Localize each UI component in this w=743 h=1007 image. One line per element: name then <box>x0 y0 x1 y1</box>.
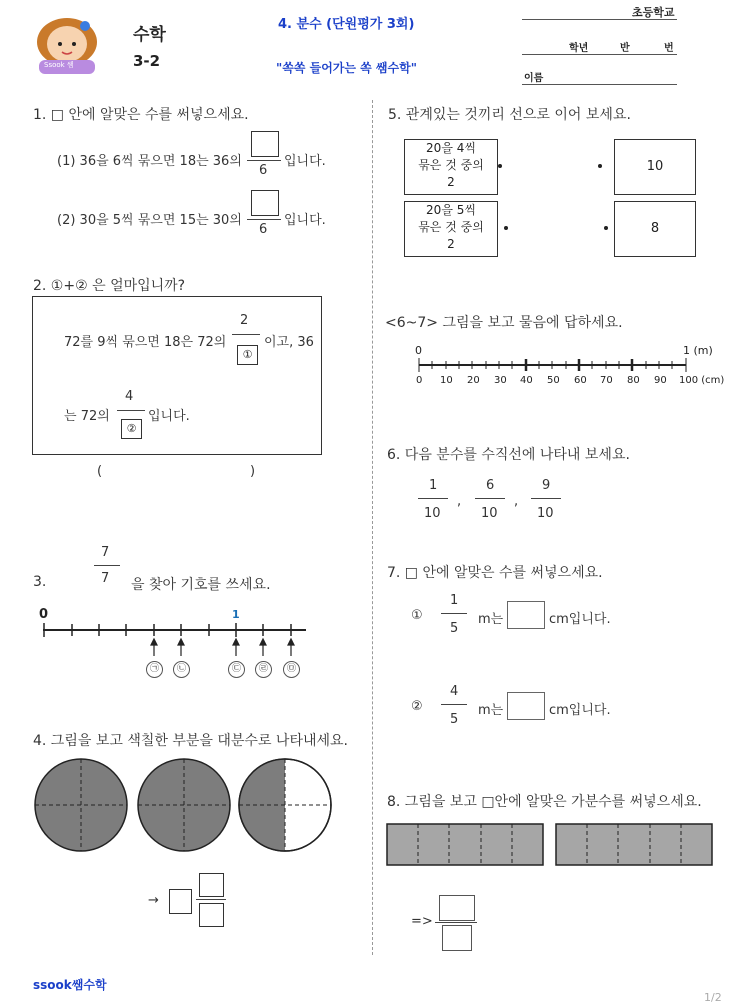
q5-left2-line1: 20을 5씩 <box>426 203 476 217</box>
q3-frac-numerator: 7 <box>101 545 110 560</box>
q6-sep2: , <box>514 494 519 509</box>
q67-tick-20: 20 <box>467 375 480 386</box>
q67-tick-90: 90 <box>654 375 667 386</box>
q7-part2-bar <box>441 704 467 705</box>
q2-frac1-denominator: ① <box>237 345 258 365</box>
avatar-caption: Ssook 쌤 <box>44 61 74 69</box>
q1-part1-end: 입니다. <box>284 154 326 169</box>
q4-title: 4. 그림을 보고 색칠한 부분을 대분수로 나타내세요. <box>33 733 348 749</box>
q2-line2-end: 입니다. <box>148 409 190 424</box>
q1-part2-end: 입니다. <box>284 213 326 228</box>
q2-frac2-numerator: 4 <box>125 389 134 404</box>
q4-whole-box[interactable] <box>169 889 192 914</box>
class-line <box>522 54 677 55</box>
q5-left-dot-2[interactable] <box>504 226 508 230</box>
q2-frac1-numerator: 2 <box>240 313 249 328</box>
q7-part1-mark: ① <box>411 608 423 623</box>
q8-bar-2 <box>556 824 712 865</box>
q67-title: <6~7> 그림을 보고 물음에 답하세요. <box>385 315 623 331</box>
q4-denominator-box[interactable] <box>199 903 224 927</box>
q3-number-line <box>38 618 313 690</box>
q7-part1-bar <box>441 613 467 614</box>
q5-right-dot-2[interactable] <box>604 226 608 230</box>
q8-bars <box>386 823 714 867</box>
q67-tick-60: 60 <box>574 375 587 386</box>
q7-part2-mark: ② <box>411 699 423 714</box>
q8-title: 8. 그림을 보고 □안에 알맞은 가분수를 써넣으세요. <box>387 794 702 810</box>
q7-part2-cm-text: cm입니다. <box>549 703 611 718</box>
q6-sep1: , <box>457 494 462 509</box>
q3-zero-label: 0 <box>39 607 49 622</box>
q67-number-line <box>414 355 694 377</box>
q67-top-zero: 0 <box>415 344 422 357</box>
q8-fraction-bar <box>435 922 477 923</box>
q2-title: 2. ①+② 은 얼마입니까? <box>33 278 186 294</box>
q67-tick-10: 10 <box>440 375 453 386</box>
column-divider <box>372 100 373 955</box>
q5-left1-line2: 묶은 것 중의 <box>418 158 484 172</box>
q1-part1-text: (1) 36을 6씩 묶으면 18는 36의 <box>57 154 242 169</box>
slogan: "쏙쏙 들어가는 쏙 쌤수학" <box>276 61 417 75</box>
page-indicator: 1/2 <box>704 991 722 1004</box>
q6-frac1-bar <box>418 498 448 499</box>
q5-title: 5. 관계있는 것끼리 선으로 이어 보세요. <box>388 107 631 123</box>
q1-part1-answer-box[interactable] <box>251 131 279 157</box>
q3-text: 을 찾아 기호를 쓰세요. <box>131 577 271 593</box>
q7-part1-answer-box[interactable] <box>507 601 545 629</box>
q6-frac3-numerator: 9 <box>542 478 551 493</box>
q5-left2-line2: 묶은 것 중의 <box>418 220 484 234</box>
grade-field-label: 학년 <box>569 43 589 54</box>
q67-tick-30: 30 <box>494 375 507 386</box>
grade-label: 3-2 <box>133 52 161 70</box>
q8-numerator-box[interactable] <box>439 895 475 921</box>
q1-part2-text: (2) 30을 5씩 묶으면 15는 30의 <box>57 213 242 228</box>
q5-left1-line1: 20을 4씩 <box>426 141 476 155</box>
q7-title: 7. □ 안에 알맞은 수를 써넣으세요. <box>387 565 603 581</box>
q67-tick-40: 40 <box>520 375 533 386</box>
q6-frac1-denominator: 10 <box>424 506 441 521</box>
q4-circle-half <box>239 759 331 851</box>
q1-part1-denominator: 6 <box>259 163 268 178</box>
q3-label-d: ㉣ <box>255 661 272 678</box>
q5-left-box-2 <box>404 201 498 257</box>
q5-left-dot-1[interactable] <box>498 164 502 168</box>
q7-part1-denominator: 5 <box>450 621 459 636</box>
q6-frac2-numerator: 6 <box>486 478 495 493</box>
q2-frac2-bar <box>117 410 145 411</box>
unit-title: 4. 분수 (단원평가 3회) <box>278 17 415 32</box>
name-label: 이름 <box>524 73 544 84</box>
q1-part1-fraction-bar <box>247 160 281 161</box>
subject-title: 수학 <box>133 25 166 45</box>
q4-circles <box>33 757 335 853</box>
q7-part2-denominator: 5 <box>450 712 459 727</box>
q7-part1-m-text: m는 <box>478 612 504 627</box>
q1-part2-answer-box[interactable] <box>251 190 279 216</box>
q6-title: 6. 다음 분수를 수직선에 나타내 보세요. <box>387 447 630 463</box>
q8-bar-1 <box>387 824 543 865</box>
q3-number: 3. <box>33 574 47 590</box>
q67-tick-100: 100 (cm) <box>679 375 725 386</box>
q8-denominator-box[interactable] <box>442 925 472 951</box>
school-label: 초등학교 <box>632 6 675 19</box>
q6-frac2-bar <box>475 498 505 499</box>
q4-arrow: → <box>148 893 159 908</box>
q2-answer-field[interactable] <box>110 460 245 480</box>
q4-circle-full-1 <box>35 759 127 851</box>
q3-label-e: ㉤ <box>283 661 300 678</box>
q5-right-box-2: 8 <box>614 201 696 257</box>
q1-part2-denominator: 6 <box>259 222 268 237</box>
q2-line2-start: 는 72의 <box>64 409 110 424</box>
q7-part1-numerator: 1 <box>450 593 459 608</box>
q5-left1-line3: 2 <box>447 175 455 189</box>
q1-title: 1. □ 안에 알맞은 수를 써넣으세요. <box>33 107 249 123</box>
class-field-label: 반 <box>620 43 630 54</box>
q2-frac2-denominator: ② <box>121 419 142 439</box>
q2-frac1-bar <box>232 334 260 335</box>
q4-numerator-box[interactable] <box>199 873 224 897</box>
q6-frac1-numerator: 1 <box>429 478 438 493</box>
q3-label-a: ㉠ <box>146 661 163 678</box>
q4-fraction-bar <box>196 899 226 900</box>
q8-arrow: => <box>411 914 433 929</box>
q2-problem-box <box>32 296 322 455</box>
q2-answer-close-paren: ) <box>250 464 256 479</box>
q5-left2-line3: 2 <box>447 237 455 251</box>
q3-label-c: ㉢ <box>228 661 245 678</box>
q6-frac3-bar <box>531 498 561 499</box>
q6-frac2-denominator: 10 <box>481 506 498 521</box>
q7-part2-answer-box[interactable] <box>507 692 545 720</box>
q4-circle-full-2 <box>138 759 230 851</box>
q6-frac3-denominator: 10 <box>537 506 554 521</box>
q67-top-one: 1 (m) <box>683 344 713 357</box>
q5-right-box-1: 10 <box>614 139 696 195</box>
q67-tick-80: 80 <box>627 375 640 386</box>
q3-frac-bar <box>94 565 120 566</box>
q2-line1: 72를 9씩 묶으면 18은 72의 <box>64 335 227 350</box>
footer-brand: ssook쌤수학 <box>33 978 107 992</box>
q2-line1-end: 이고, 36 <box>264 335 314 350</box>
q7-part1-cm-text: cm입니다. <box>549 612 611 627</box>
q1-part2-fraction-bar <box>247 219 281 220</box>
q5-left-box-1 <box>404 139 498 195</box>
q67-tick-50: 50 <box>547 375 560 386</box>
name-line <box>522 84 677 85</box>
q3-one-label: 1 <box>232 608 240 621</box>
q67-tick-70: 70 <box>600 375 613 386</box>
q3-frac-denominator: 7 <box>101 571 110 586</box>
q7-part2-m-text: m는 <box>478 703 504 718</box>
q5-right-dot-1[interactable] <box>598 164 602 168</box>
q7-part2-numerator: 4 <box>450 684 459 699</box>
q2-answer-open-paren: ( <box>97 464 103 479</box>
q3-label-b: ㉡ <box>173 661 190 678</box>
q67-tick-0: 0 <box>416 375 423 386</box>
number-field-label: 번 <box>664 43 674 54</box>
